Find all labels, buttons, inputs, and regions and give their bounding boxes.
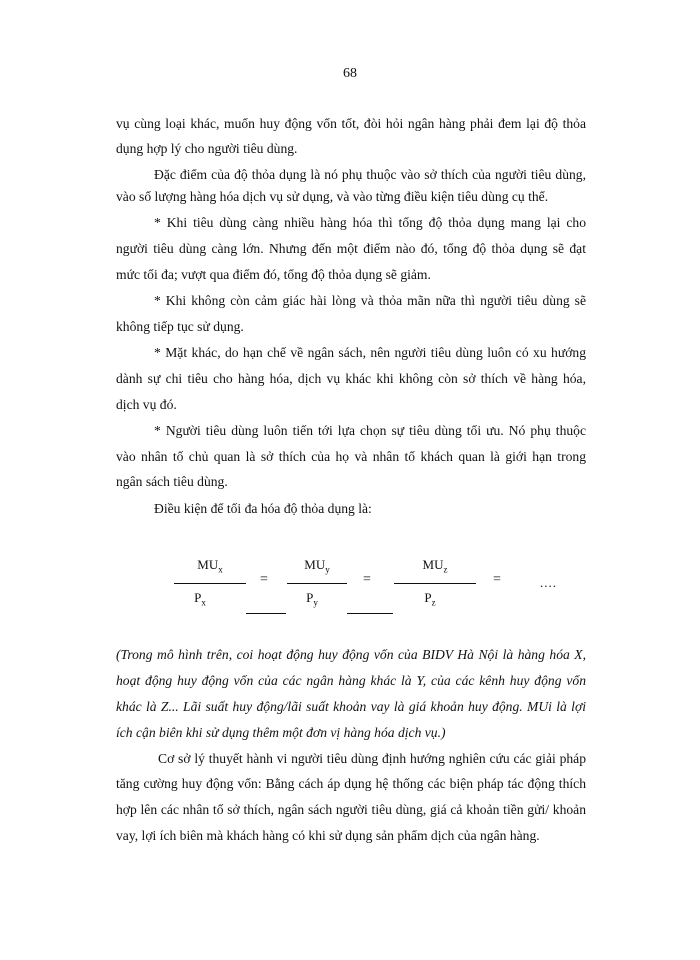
body-line: người tiêu dùng càng lớn. Nhưng đến một điểm nào đó, tổng độ thỏa dụng sẽ đạt: [116, 241, 586, 256]
body-line: * Khi không còn cảm giác hài lòng và thỏa mãn nữa thì người tiêu dùng sẽ: [154, 293, 586, 308]
denominator-px: $P_x$: [194, 590, 206, 608]
numerator-muz: $MU_z$: [422, 557, 448, 575]
stray-line: [347, 613, 393, 614]
stray-line: [246, 613, 286, 614]
body-line: dụng hợp lý cho người tiêu dùng.: [116, 141, 298, 156]
fraction-bar: [394, 583, 476, 584]
fraction-bar: [174, 583, 246, 584]
numerator-mux: $MU_x$: [197, 557, 223, 575]
body-line: dịch vụ đó.: [116, 397, 177, 412]
body-line: vay, lợi ích biên mà khách hàng có khi sử dụng sản phẩm dịch của ngân hàng.: [116, 828, 540, 843]
body-line: vào số lượng hàng hóa dịch vụ sử dụng, và vào từng điều kiện tiêu dùng cụ thể.: [116, 189, 549, 204]
body-line: vào nhân tố chủ quan là sở thích của họ và nhân tố khách quan là giới hạn trong: [116, 449, 586, 464]
body-line: vụ cùng loại khác, muốn huy động vốn tốt, đòi hỏi ngân hàng phải đem lại độ thỏa: [116, 116, 586, 131]
denominator-pz: $P_z$: [424, 590, 436, 608]
body-line: * Người tiêu dùng luôn tiến tới lựa chọn sự tiêu dùng tối ưu. Nó phụ thuộc: [154, 423, 586, 438]
body-line: * Mặt khác, do hạn chế về ngân sách, nên người tiêu dùng luôn có xu hướng: [154, 345, 586, 360]
note-line: khác là Z... Lãi suất huy động/lãi suất khoản vay là giá khoản huy động. MUi là lợi: [116, 699, 586, 714]
body-line: Điều kiện để tối đa hóa độ thỏa dụng là:: [154, 501, 372, 516]
denominator-py: $P_y$: [306, 590, 318, 608]
fraction-bar: [287, 583, 347, 584]
body-line: Cơ sở lý thuyết hành vi người tiêu dùng định hướng nghiên cứu các giải pháp: [158, 751, 586, 766]
numerator-muy: $MU_y$: [304, 557, 330, 575]
equals-sign: =: [260, 572, 268, 587]
page-number: 68: [343, 66, 357, 81]
body-line: không tiếp tục sử dụng.: [116, 319, 244, 334]
note-line: (Trong mô hình trên, coi hoạt động huy động vốn của BIDV Hà Nội là hàng hóa X,: [116, 647, 586, 662]
body-line: mức tối đa; vượt qua điểm đó, tổng độ thỏa dụng sẽ giảm.: [116, 267, 431, 282]
equals-sign: =: [363, 572, 371, 587]
note-line: hoạt động huy động vốn của các ngân hàng khác là Y, của các kênh huy động vốn: [116, 673, 586, 688]
body-line: tăng cường huy động vốn: Bằng cách áp dụng hệ thống các biện pháp tác động thích: [116, 776, 586, 791]
body-line: hợp lên các nhân tố sở thích, ngân sách người tiêu dùng, giá cả khoản tiền gửi/ khoản: [116, 802, 586, 817]
body-line: dành sự chi tiêu cho hàng hóa, dịch vụ khác khi không còn sở thích về hàng hóa,: [116, 371, 586, 386]
body-line: Đặc điểm của độ thỏa dụng là nó phụ thuộc vào sở thích của người tiêu dùng,: [154, 167, 586, 182]
body-line: * Khi tiêu dùng càng nhiều hàng hóa thì tổng độ thỏa dụng mang lại cho: [154, 215, 586, 230]
note-line: ích cận biên khi sử dụng thêm một đơn vị hàng hóa dịch vụ.): [116, 725, 446, 740]
ellipsis: ....: [540, 575, 557, 590]
body-line: ngân sách tiêu dùng.: [116, 474, 228, 489]
equals-sign: =: [493, 572, 501, 587]
